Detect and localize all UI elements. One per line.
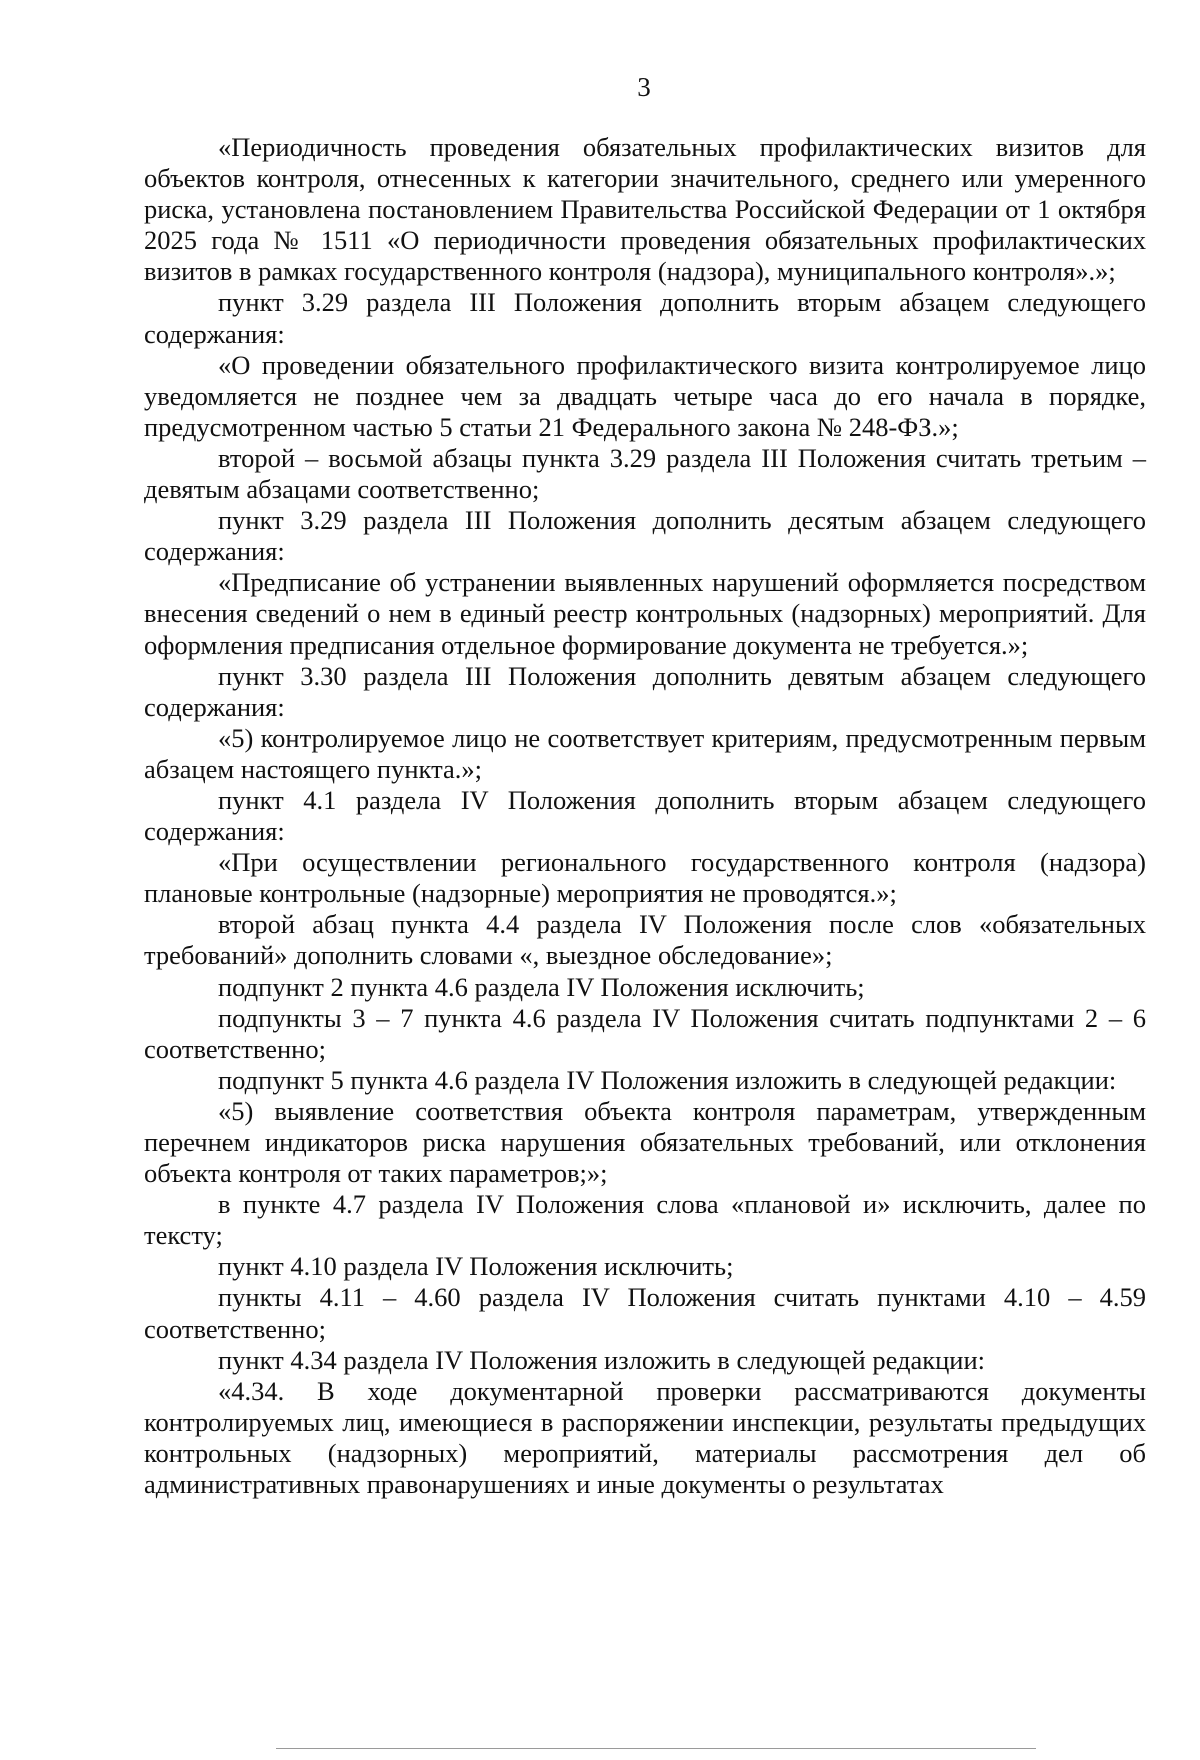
paragraph: пункт 4.10 раздела IV Положения исключить; [218,1251,734,1282]
paragraph: в пункте 4.7 раздела IV Положения слова «плановой и» исключить, далее по тексту; [144,1189,1146,1251]
paragraph: «При осуществлении регионального государственного контроля (надзора) плановые контрольные (надзорные) мероприятия не проводятся.»; [144,847,1146,909]
paragraph: пункт 3.29 раздела III Положения дополнить вторым абзацем следующего содержания: [144,287,1146,349]
paragraph: «4.34. В ходе документарной проверки рассматриваются документы контролируемых лиц, имеющиеся в распоряжении инспекции, результаты предыдущих контрольных (надзорных) мероприятий, материалы рассмотрения дел об административных правонарушениях и иные документы о результатах [144,1375,1146,1500]
paragraph: «Предписание об устранении выявленных нарушений оформляется посредством внесения сведений о нем в единый реестр контрольных (надзорных) мероприятий. Для оформления предписания отдельное формирование документа не требуется.»; [144,567,1146,660]
paragraph: «О проведении обязательного профилактического визита контролируемое лицо уведомляется не позднее чем за двадцать четыре часа до его начала в порядке, предусмотренном частью 5 статьи 21 Федерального закона № 248-ФЗ.»; [144,349,1146,442]
bottom-rule [276,1748,1036,1749]
paragraph: пункт 4.34 раздела IV Положения изложить в следующей редакции: [218,1344,986,1375]
paragraph: пункт 3.30 раздела III Положения дополнить девятым абзацем следующего содержания: [144,660,1146,722]
paragraph: подпункты 3 – 7 пункта 4.6 раздела IV Положения считать подпунктами 2 – 6 соответственно; [144,1002,1146,1064]
page-number: 3 [637,72,651,102]
paragraph: «5) контролируемое лицо не соответствует критериям, предусмотренным первым абзацем настоящего пункта.»; [144,722,1146,784]
paragraph: подпункт 5 пункта 4.6 раздела IV Положения изложить в следующей редакции: [218,1064,1117,1095]
paragraph: пункт 3.29 раздела III Положения дополнить десятым абзацем следующего содержания: [144,505,1146,567]
paragraph: второй – восьмой абзацы пункта 3.29 раздела III Положения считать третьим – девятым абзацами соответственно; [144,442,1146,505]
paragraph: «Периодичность проведения обязательных профилактических визитов для объектов контроля, отнесенных к категории значительного, среднего или умеренного риска, установлена постановлением Правительства Российской Федерации от 1 октября 2025 года № 1511 «О периодичности проведения обязательных профилактических визитов в рамках государственного контроля (надзора), муниципального контроля».»; [144,132,1146,287]
paragraph: подпункт 2 пункта 4.6 раздела IV Положения исключить; [218,971,865,1002]
document-body [144,132,1146,1500]
paragraph: пункт 4.1 раздела IV Положения дополнить вторым абзацем следующего содержания: [144,784,1146,847]
paragraph: второй абзац пункта 4.4 раздела IV Положения после слов «обязательных требований» дополнить словами «, выездное обследование»; [144,909,1146,971]
paragraph: пункты 4.11 – 4.60 раздела IV Положения считать пунктами 4.10 – 4.59 соответственно; [144,1282,1146,1344]
paragraph: «5) выявление соответствия объекта контроля параметрам, утвержденным перечнем индикаторов риска нарушения обязательных требований, или отклонения объекта контроля от таких параметров;»; [144,1095,1146,1189]
